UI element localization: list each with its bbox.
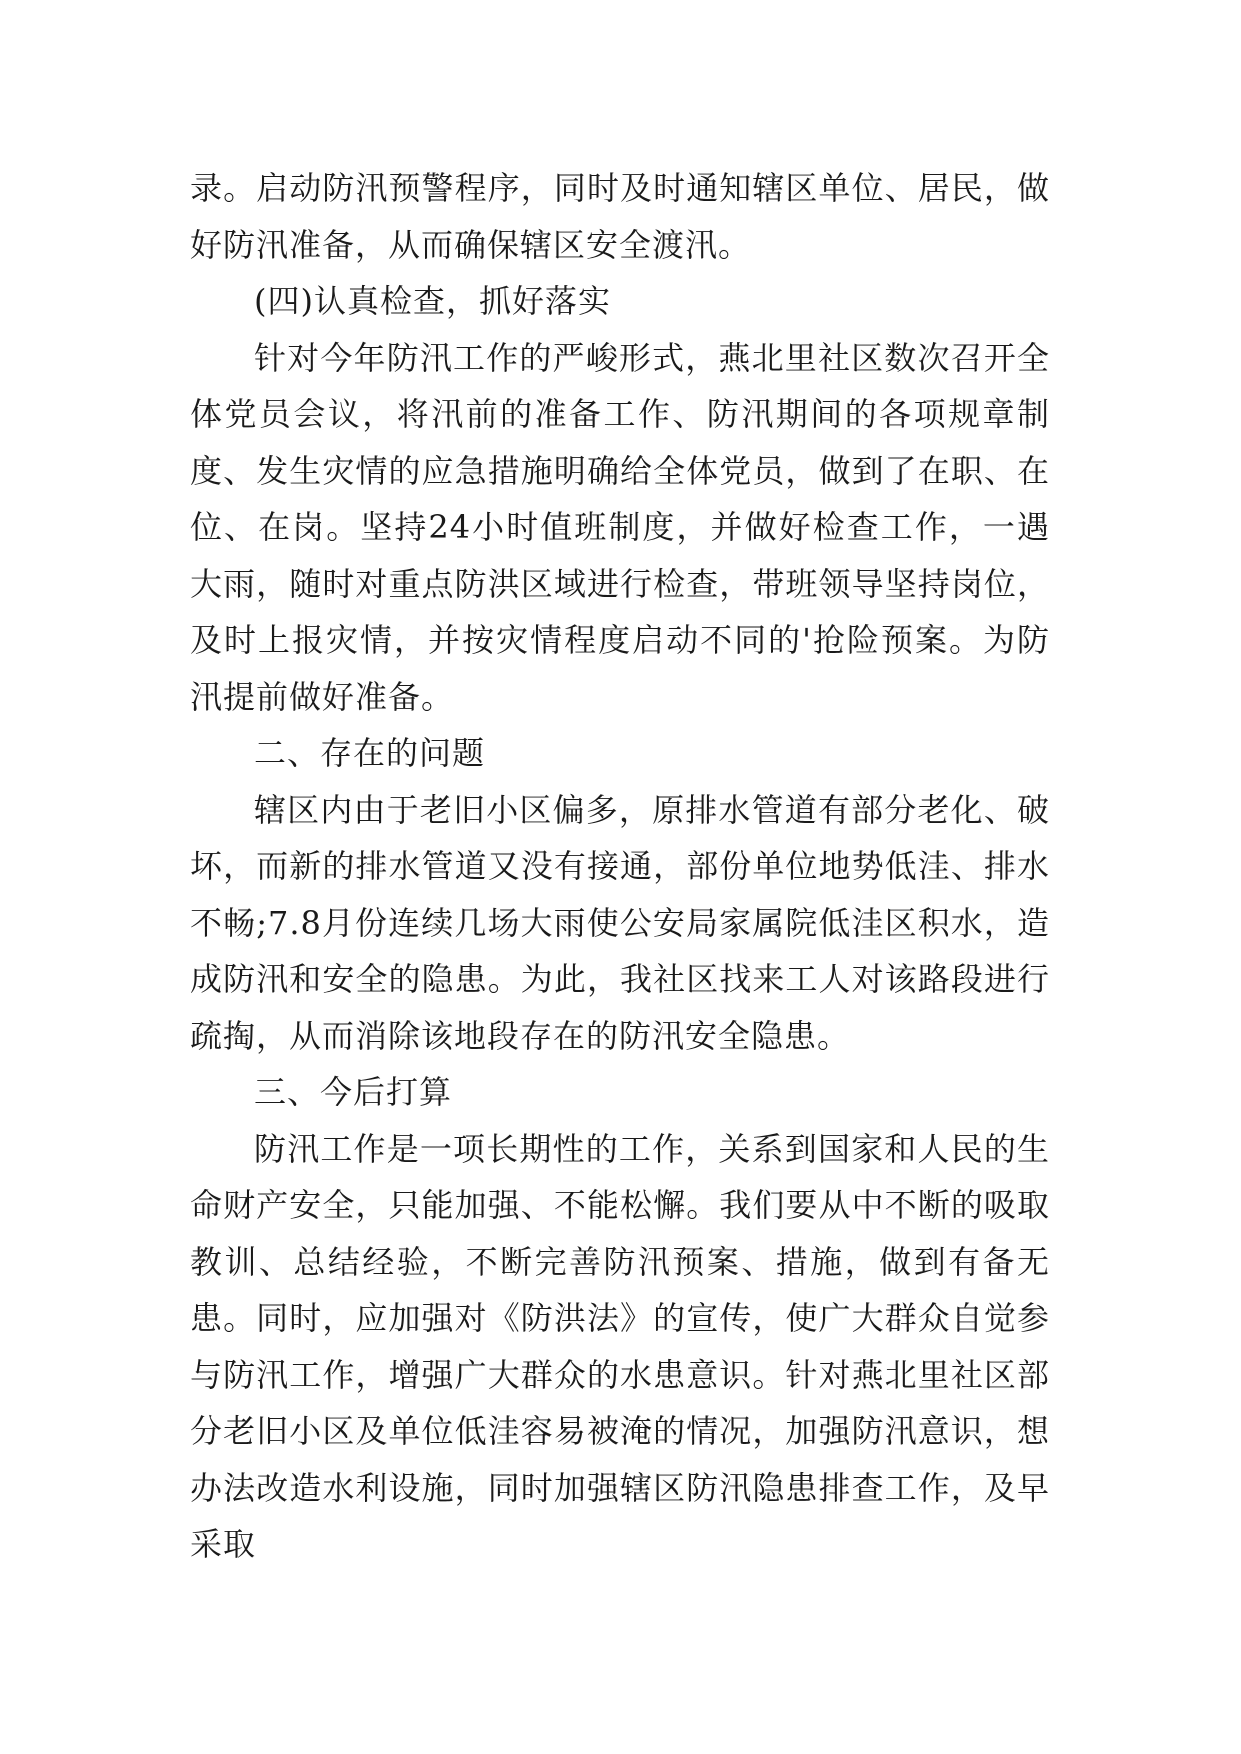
section-heading-check: (四)认真检查，抓好落实 — [254, 282, 611, 320]
document-body — [190, 160, 1050, 1573]
paragraph-continuation: 录。启动防汛预警程序，同时及时通知辖区单位、居民，做好防汛准备，从而确保辖区安全渡汛。 — [190, 169, 1050, 264]
section-heading-problems: 二、存在的问题 — [254, 734, 486, 772]
paragraph-plans: 防汛工作是一项长期性的工作，关系到国家和人民的生命财产安全，只能加强、不能松懈。我们要从中不断的吸取教训、总结经验，不断完善防汛预案、措施，做到有备无患。同时，应加强对《防洪法》的宣传，使广大群众自觉参与防汛工作，增强广大群众的水患意识。针对燕北里社区部分老旧小区及单位低洼容易被淹的情况，加强防汛意识，想办法改造水利设施，同时加强辖区防汛隐患排查工作，及早采取 — [190, 1129, 1050, 1563]
paragraph-problems: 辖区内由于老旧小区偏多，原排水管道有部分老化、破坏，而新的排水管道又没有接通，部份单位地势低洼、排水不畅;7.8月份连续几场大雨使公安局家属院低洼区积水，造成防汛和安全的隐患。为此，我社区找来工人对该路段进行疏掏，从而消除该地段存在的防汛安全隐患。 — [190, 790, 1050, 1055]
paragraph-check-details: 针对今年防汛工作的严峻形式，燕北里社区数次召开全体党员会议，将汛前的准备工作、防汛期间的各项规章制度、发生灾情的应急措施明确给全体党员，做到了在职、在位、在岗。坚持24小时值班制度，并做好检查工作，一遇大雨，随时对重点防洪区域进行检查，带班领导坚持岗位，及时上报灾情，并按灾情程度启动不同的'抢险预案。为防汛提前做好准备。 — [190, 338, 1050, 716]
section-heading-plans: 三、今后打算 — [254, 1073, 453, 1111]
